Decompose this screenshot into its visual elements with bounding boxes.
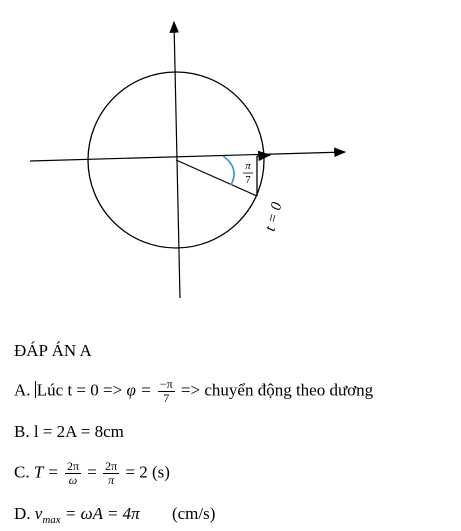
angle-denominator: 7 [245,174,251,186]
option-c [14,460,170,487]
projection-arrow [257,155,270,156]
option-a-fraction [158,378,175,405]
option-d-prefix: D. [14,504,31,523]
option-d-subscript: max [42,514,61,526]
option-a [14,378,373,405]
option-d [14,503,215,531]
option-c-T: T = [33,462,59,482]
option-c-prefix: C. [14,462,30,482]
option-c-fraction2 [103,460,119,487]
x-axis [30,152,345,161]
option-a-text1: Lúc t = 0 => [36,380,123,400]
angle-arc [223,156,234,185]
option-c-den1: ω [68,473,78,487]
answer-heading: ĐÁP ÁN A [14,341,92,360]
t-zero-label: t = 0 [262,200,286,234]
option-b: B. l = 2A = 8cm [14,422,124,441]
option-a-numerator: −π [159,377,173,391]
option-a-text2: => chuyển động theo dương [180,380,374,400]
option-d-unit: (cm/s) [171,504,216,523]
option-c-den2: π [108,473,115,487]
option-c-tail: = 2 (s) [125,462,170,482]
option-c-equals: = [87,462,97,482]
angle-numerator: π [245,160,251,172]
option-c-num1: 2π [66,459,80,473]
option-c-fraction1 [65,460,81,487]
option-d-formula: = ωA = 4π [64,504,140,523]
option-c-num2: 2π [105,459,118,473]
option-a-phi: φ = [126,380,152,400]
option-a-denominator: 7 [163,391,170,405]
option-a-prefix: A. [14,380,31,400]
option-d-v: v [34,504,43,523]
text-cursor [35,381,36,398]
